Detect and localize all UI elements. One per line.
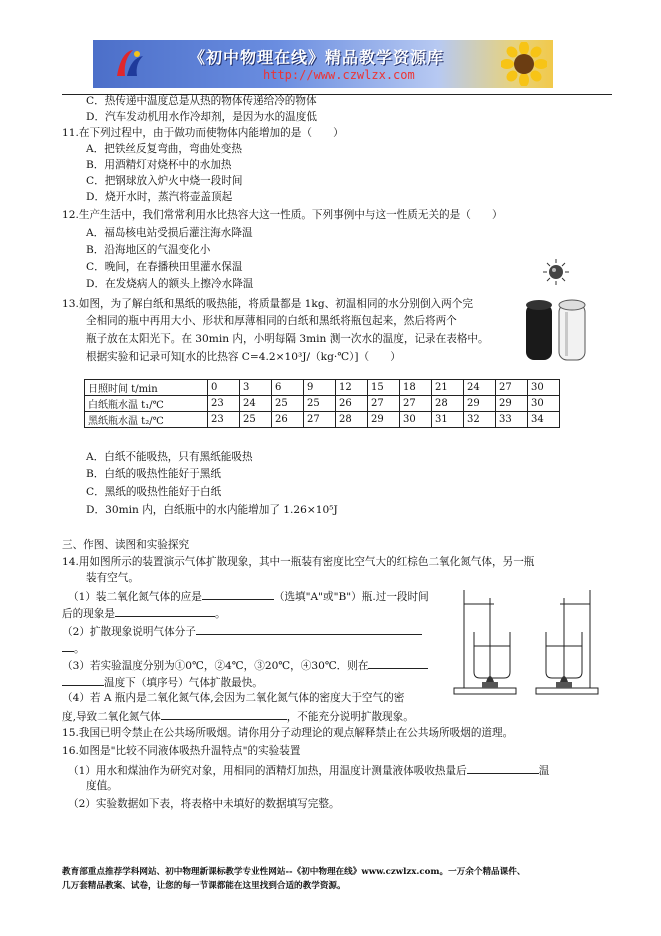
q14-stem: 14.用如图所示的装置演示气体扩散现象，其中一瓶装有密度比空气大的红棕色二氧化氮气体，另一瓶 <box>62 556 535 568</box>
q10-option-c: C．热传递中温度总是从热的物体传递给冷的物体 <box>86 95 317 107</box>
q14-part1-cont: 后的现象是 。 <box>62 605 226 621</box>
q12-option-b: B．沿海地区的气温变化小 <box>86 244 211 256</box>
q14-part1: （1）装二氧化氮气体的应是 （选填"A"或"B"）瓶.过一段时间 <box>68 588 429 604</box>
table-cell: 23 <box>208 412 240 428</box>
sunflower-icon <box>501 42 547 86</box>
footer-line-2: 几万套精品教案、试卷，让您的每一节课都能在这里找到合适的教学资源。 <box>62 881 346 891</box>
q13-option-c: C．黑纸的吸热性能好于白纸 <box>86 486 222 498</box>
table-cell: 27 <box>304 412 336 428</box>
table-cell: 26 <box>336 396 368 412</box>
table-cell: 32 <box>464 412 496 428</box>
table-row <box>85 412 560 428</box>
table-cell: 34 <box>528 412 560 428</box>
q12-option-a: A．福岛核电站受损后灌注海水降温 <box>86 227 253 239</box>
q16-part1: （1）用水和煤油作为研究对象，用相同的酒精灯加热，用温度计测量液体吸收热量后 温 <box>68 762 549 778</box>
table-cell: 28 <box>432 396 464 412</box>
q14-part3: （3）若实验温度分别为①0℃，②4℃，③20℃，④30℃．则在 <box>62 657 428 673</box>
answer-blank[interactable] <box>368 657 428 669</box>
table-cell: 18 <box>400 380 432 396</box>
table-cell: 15 <box>368 380 400 396</box>
temperature-table <box>84 379 560 428</box>
answer-blank[interactable] <box>202 588 274 600</box>
q12-stem: 12.生产生活中，我们常常利用水比热容大这一性质。下列事例中与这一性质无关的是（ ） <box>62 209 503 221</box>
table-cell: 27 <box>368 396 400 412</box>
q13-option-a: A．白纸不能吸热，只有黑纸能吸热 <box>86 451 253 463</box>
section-heading: 三、作图、读图和实验探究 <box>62 539 190 551</box>
table-cell: 12 <box>336 380 368 396</box>
table-cell: 29 <box>496 396 528 412</box>
apparatus-figure-icon <box>450 584 610 698</box>
q13-stem-1: 13.如图，为了解白纸和黑纸的吸热能，将质量都是 1kg、初温相同的水分别倒入两个完 <box>62 298 473 310</box>
answer-blank[interactable] <box>62 674 104 686</box>
q14-part4-cont: 度,导致二氧化氮气体 ，不能充分说明扩散现象。 <box>62 708 414 724</box>
q11-option-d: D．烧开水时，蒸汽将壶盖顶起 <box>86 191 233 203</box>
q12-option-d: D．在发烧病人的额头上擦冷水降温 <box>86 278 254 290</box>
banner-url[interactable]: http://www.czwlzx.com <box>263 68 415 82</box>
q14-stem-2: 装有空气。 <box>86 572 139 584</box>
q10-option-d: D．汽车发动机用水作冷却剂，是因为水的温度低 <box>86 111 317 123</box>
q14-part2-cont: 。 <box>62 640 85 656</box>
table-cell: 23 <box>208 396 240 412</box>
answer-blank[interactable] <box>62 640 74 652</box>
table-cell: 25 <box>304 396 336 412</box>
table-cell: 6 <box>272 380 304 396</box>
answer-blank[interactable] <box>115 605 215 617</box>
table-cell: 21 <box>432 380 464 396</box>
q11-option-c: C．把钢球放入炉火中烧一段时间 <box>86 175 243 187</box>
header-banner <box>93 40 553 88</box>
table-row <box>85 380 560 396</box>
table-cell: 日照时间 t/min <box>85 380 208 396</box>
q16-stem: 16.如图是"比较不同液体吸热升温特点"的实验装置 <box>62 745 301 757</box>
q13-stem-4: 根据实验和记录可知[水的比热容 C=4.2×10³J/（kg·℃）]（ ） <box>86 351 401 363</box>
q12-option-c: C．晚间，在春播秧田里灌水保温 <box>86 261 243 273</box>
table-cell: 29 <box>368 412 400 428</box>
footer-line-1: 教育部重点推荐学科网站、初中物理新课标教学专业性网站--《初中物理在线》www.czwlzx.com。一万余个精品课件、 <box>62 867 526 877</box>
sun-figure-icon <box>542 258 570 286</box>
answer-blank[interactable] <box>467 762 539 774</box>
table-cell: 31 <box>432 412 464 428</box>
table-cell: 28 <box>336 412 368 428</box>
table-cell: 30 <box>528 380 560 396</box>
table-cell: 30 <box>400 412 432 428</box>
table-cell: 30 <box>528 396 560 412</box>
q11-stem: 11.在下列过程中，由于做功而使物体内能增加的是（ ） <box>62 127 344 139</box>
table-cell: 0 <box>208 380 240 396</box>
q14-part3-cont: 温度下（填序号）气体扩散最快。 <box>62 674 263 690</box>
table-row <box>85 396 560 412</box>
answer-blank[interactable] <box>196 623 422 635</box>
q11-option-b: B．用酒精灯对烧杯中的水加热 <box>86 159 232 171</box>
table-cell: 27 <box>400 396 432 412</box>
q13-stem-3: 瓶子放在太阳光下。在 30min 内，小明每隔 3min 测一次水的温度，记录在表格中。 <box>86 333 489 345</box>
table-cell: 26 <box>272 412 304 428</box>
q15-stem: 15.我国已明令禁止在公共场所吸烟。请你用分子动理论的观点解释禁止在公共场所吸烟的道理。 <box>62 727 514 739</box>
q16-part1-cont: 度值。 <box>86 780 118 792</box>
table-cell: 24 <box>240 396 272 412</box>
q14-part2: （2）扩散现象说明气体分子 <box>62 623 422 639</box>
q13-option-b: B．白纸的吸热性能好于黑纸 <box>86 468 221 480</box>
table-cell: 黑纸瓶水温 t₂/℃ <box>85 412 208 428</box>
table-cell: 27 <box>496 380 528 396</box>
site-logo-icon <box>111 46 147 82</box>
table-cell: 25 <box>240 412 272 428</box>
q13-option-d: D．30min 内，白纸瓶中的水内能增加了 1.26×10⁵J <box>86 504 338 516</box>
answer-blank[interactable] <box>161 708 287 720</box>
table-cell: 33 <box>496 412 528 428</box>
table-cell: 29 <box>464 396 496 412</box>
table-cell: 9 <box>304 380 336 396</box>
table-cell: 白纸瓶水温 t₁/℃ <box>85 396 208 412</box>
banner-title: 《初中物理在线》精品教学资源库 <box>189 48 445 67</box>
table-cell: 25 <box>272 396 304 412</box>
q13-stem-2: 全相同的瓶中再用大小、形状和厚薄相同的白纸和黑纸将瓶包起来，然后将两个 <box>86 315 457 327</box>
table-cell: 3 <box>240 380 272 396</box>
q16-part2: （2）实验数据如下表，将表格中未填好的数据填写完整。 <box>68 798 340 810</box>
q11-option-a: A．把铁丝反复弯曲，弯曲处变热 <box>86 143 242 155</box>
q14-part4: （4）若 A 瓶内是二氧化氮气体,会因为二氧化氮气体的密度大于空气的密 <box>62 692 405 704</box>
bottles-figure-icon <box>521 294 593 366</box>
table-cell: 24 <box>464 380 496 396</box>
